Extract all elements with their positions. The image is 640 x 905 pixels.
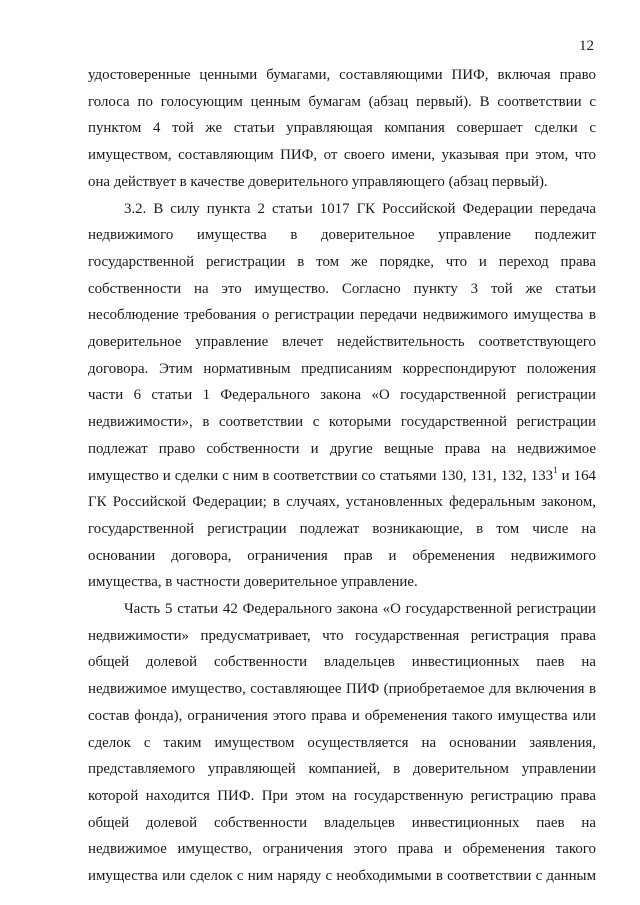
text-line: собственности на это имущество. Согласно пункту 3 той же статьи: [88, 280, 596, 297]
page-number: 12: [579, 38, 594, 54]
text-line: сделок с таким имуществом осуществляется на основании заявления,: [88, 734, 596, 751]
text-line: недвижимости», в соответствии с которыми государственной регистрации: [88, 414, 596, 431]
superscript: 1: [553, 464, 558, 475]
text-line: имущества или сделок с ним наряду с необходимыми в соответствии с данным: [88, 868, 596, 885]
text-line: доверительное управление влечет недействительность соответствующего: [88, 334, 596, 351]
text-line: недвижимое имущество, ограничения этого права и обременения такого: [88, 841, 596, 858]
text-line: государственной регистрации в том же порядке, что и переход права: [88, 253, 596, 270]
text-line: 3.2. В силу пункта 2 статьи 1017 ГК Российской Федерации передача: [124, 200, 596, 217]
text-line: подлежат право собственности и другие вещные права на недвижимое: [88, 440, 596, 457]
text-line: Часть 5 статьи 42 Федерального закона «О государственной регистрации: [124, 601, 596, 618]
text-line: несоблюдение требования о регистрации передачи недвижимого имущества в: [88, 307, 596, 324]
text-line: пунктом 4 той же статьи управляющая компания совершает сделки с: [88, 120, 596, 137]
document-body: [88, 62, 596, 890]
paragraph-3: [88, 596, 596, 890]
text-line: части 6 статьи 1 Федерального закона «О государственной регистрации: [88, 387, 596, 404]
paragraph-1: [88, 62, 596, 196]
text-line: представляемого управляющей компанией, в доверительном управлении: [88, 761, 596, 778]
text-line: недвижимого имущества в доверительное управление подлежит: [88, 227, 596, 244]
text-line: основании договора, ограничения прав и обременения недвижимого: [88, 547, 596, 564]
text-line: договора. Этим нормативным предписаниям корреспондируют положения: [88, 360, 596, 377]
text-line: имущества, в частности доверительное управление.: [88, 574, 418, 591]
text-line: удостоверенные ценными бумагами, составляющими ПИФ, включая право: [88, 67, 596, 83]
text-line: общей долевой собственности владельцев инвестиционных паев на: [88, 654, 596, 671]
text-line-with-superscript: [88, 463, 596, 490]
text-line: ГК Российской Федерации; в случаях, установленных федеральным законом,: [88, 494, 596, 511]
text-line: голоса по голосующим ценным бумагам (абзац первый). В соответствии с: [88, 93, 596, 110]
text-segment: имущество и сделки с ним в соответствии со статьями 130, 131, 132, 133: [88, 467, 554, 484]
text-line: общей долевой собственности владельцев инвестиционных паев на: [88, 814, 596, 831]
text-segment: и 164: [557, 467, 596, 484]
text-line: которой находится ПИФ. При этом на государственную регистрацию права: [88, 787, 596, 804]
text-line: имуществом, составляющим ПИФ, от своего имени, указывая при этом, что: [88, 147, 596, 164]
text-line: она действует в качестве доверительного управляющего (абзац первый).: [88, 173, 548, 190]
paragraph-2: [88, 196, 596, 597]
text-line: недвижимое имущество, составляющее ПИФ (приобретаемое для включения в: [88, 681, 596, 698]
text-line: государственной регистрации подлежат возникающие, в том числе на: [88, 520, 596, 537]
text-line: недвижимости» предусматривает, что государственная регистрация права: [88, 627, 596, 644]
text-line: состав фонда), ограничения этого права и обременения такого имущества или: [88, 707, 596, 724]
